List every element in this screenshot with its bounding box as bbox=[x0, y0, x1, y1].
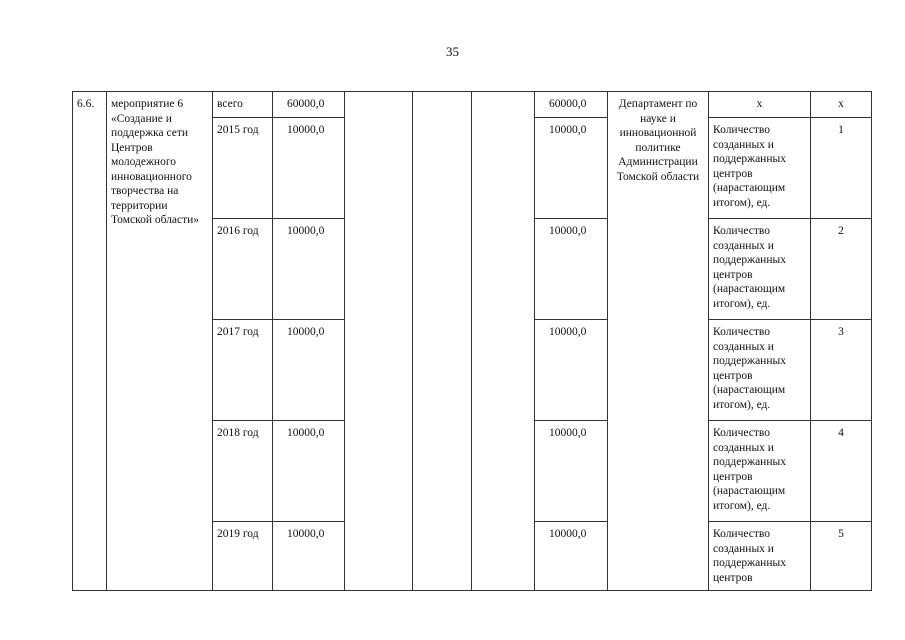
indicator-value-cell: 3 bbox=[811, 320, 872, 421]
empty-cell bbox=[472, 92, 535, 591]
period-cell: 2017 год bbox=[213, 320, 273, 421]
indicator-value-cell: 4 bbox=[811, 421, 872, 522]
table-row-total bbox=[73, 92, 872, 118]
amount-cell: 10000,0 bbox=[273, 320, 345, 421]
amount-cell: 10000,0 bbox=[273, 118, 345, 219]
indicator-value-cell: 5 bbox=[811, 522, 872, 591]
page-number: 35 bbox=[446, 44, 459, 59]
activity-table bbox=[72, 91, 872, 591]
indicator-value-cell: х bbox=[811, 92, 872, 118]
period-cell: 2015 год bbox=[213, 118, 273, 219]
period-cell: всего bbox=[213, 92, 273, 118]
indicator-cell: Количество созданных и поддержанных центров bbox=[709, 522, 811, 591]
period-cell: 2016 год bbox=[213, 219, 273, 320]
empty-cell bbox=[413, 92, 472, 591]
amount-other-cell: 10000,0 bbox=[535, 118, 608, 219]
amount-other-cell: 10000,0 bbox=[535, 421, 608, 522]
period-cell: 2019 год bbox=[213, 522, 273, 591]
indicator-cell: х bbox=[709, 92, 811, 118]
amount-cell: 10000,0 bbox=[273, 421, 345, 522]
amount-cell: 10000,0 bbox=[273, 522, 345, 591]
row-index-cell: 6.6. bbox=[73, 92, 107, 591]
amount-other-cell: 10000,0 bbox=[535, 219, 608, 320]
indicator-cell: Количество созданных и поддержанных центров (нарастающим итогом), ед. bbox=[709, 320, 811, 421]
indicator-value-cell: 1 bbox=[811, 118, 872, 219]
period-cell: 2018 год bbox=[213, 421, 273, 522]
amount-other-cell: 10000,0 bbox=[535, 522, 608, 591]
amount-cell: 60000,0 bbox=[273, 92, 345, 118]
empty-cell bbox=[345, 92, 413, 591]
indicator-cell: Количество созданных и поддержанных центров (нарастающим итогом), ед. bbox=[709, 421, 811, 522]
amount-cell: 10000,0 bbox=[273, 219, 345, 320]
indicator-cell: Количество созданных и поддержанных центров (нарастающим итогом), ед. bbox=[709, 219, 811, 320]
amount-other-cell: 10000,0 bbox=[535, 320, 608, 421]
indicator-cell: Количество созданных и поддержанных центров (нарастающим итогом), ед. bbox=[709, 118, 811, 219]
amount-other-cell: 60000,0 bbox=[535, 92, 608, 118]
indicator-value-cell: 2 bbox=[811, 219, 872, 320]
activity-name-cell: мероприятие 6 «Создание и поддержка сети Центров молодежного инновационного творчества на территории Томской области» bbox=[107, 92, 213, 591]
responsible-cell: Департамент по науке и инновационной политике Администрации Томской области bbox=[608, 92, 709, 591]
